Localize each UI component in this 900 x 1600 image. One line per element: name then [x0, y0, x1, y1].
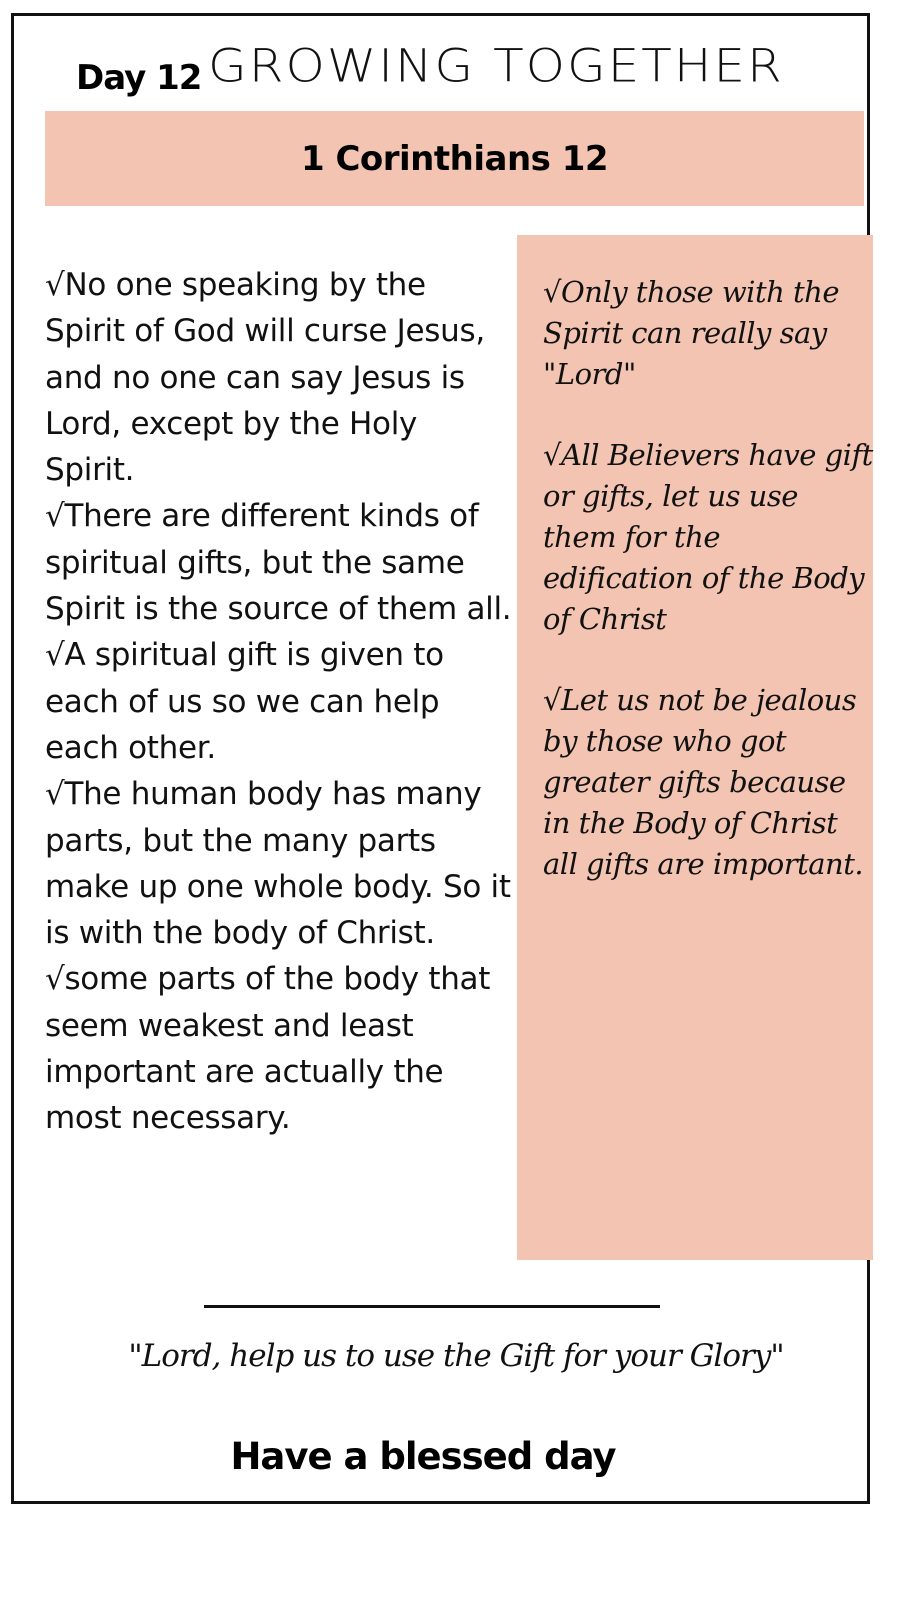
scripture-band [45, 111, 864, 206]
scripture-reference: 1 Corinthians 12 [300, 138, 609, 179]
reflection-points-list [543, 272, 873, 925]
reflection-point: √Only those with the Spirit can really say "Lord" [543, 275, 840, 391]
left-point: √There are different kinds of spiritual gifts, but the same Spirit is the source of them all. [45, 498, 512, 628]
page-title: GROWING TOGETHER [208, 40, 784, 93]
left-points-list [45, 262, 515, 1142]
left-point: √some parts of the body that seem weakest and least important are actually the most necessary. [45, 961, 491, 1137]
prayer-quote: "Lord, help us to use the Gift for your Glory" [128, 1338, 784, 1374]
left-point: √The human body has many parts, but the many parts make up one whole body. So it is with the body of Christ. [45, 776, 511, 952]
closing-text: Have a blessed day [230, 1435, 616, 1478]
reflection-point: √Let us not be jealous by those who got greater gifts because in the Body of Christ all gifts are important. [543, 683, 864, 881]
day-label: Day 12 [76, 58, 202, 98]
left-point: √No one speaking by the Spirit of God will curse Jesus, and no one can say Jesus is Lord, except by the Holy Spirit. [45, 267, 485, 489]
divider-line [204, 1305, 660, 1308]
header [0, 0, 900, 110]
reflection-point: √All Believers have gift or gifts, let us use them for the edification of the Body of Christ [543, 438, 873, 636]
left-point: √A spiritual gift is given to each of us so we can help each other. [45, 637, 444, 766]
